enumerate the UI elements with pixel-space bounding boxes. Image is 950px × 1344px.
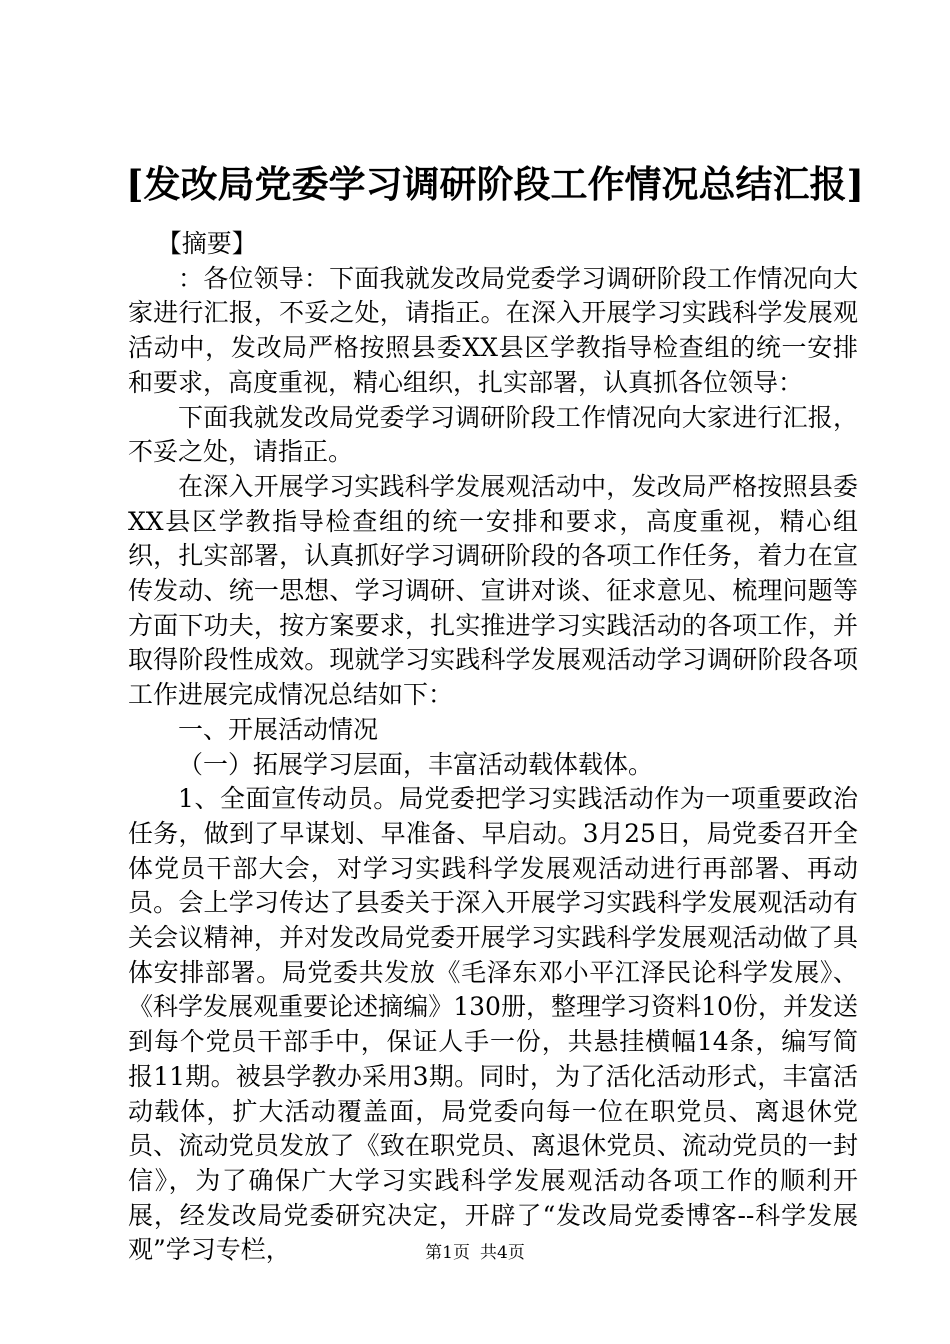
document-title: [发改局党委学习调研阶段工作情况总结汇报] xyxy=(126,162,865,206)
page-total: 共4页 xyxy=(480,1243,525,1263)
paragraph-summary: ：各位领导：下面我就发改局党委学习调研阶段工作情况向大家进行汇报，不妥之处，请指正。在深入开展学习实践科学发展观活动中，发改局严格按照县委XX县区学教指导检查组的统一安排和要求，高度重视，精心组织，扎实部署，认真抓各位领导： xyxy=(128,263,858,397)
section-heading: 一、开展活动情况 xyxy=(178,714,379,744)
paragraph-intro: 在深入开展学习实践科学发展观活动中，发改局严格按照县委XX县区学教指导检查组的统一安排和要求，高度重视，精心组织，扎实部署，认真抓好学习调研阶段的各项工作任务，着力在宣传发动、统一思想、学习调研、宣讲对谈、征求意见、梳理问题等方面下功夫，按方案要求，扎实推进学习实践活动的各项工作，并取得阶段性成效。现就学习实践科学发展观活动学习调研阶段各项工作进展完成情况总结如下： xyxy=(128,471,858,710)
document-body xyxy=(128,227,858,1268)
paragraph-item-1: 1、全面宣传动员。局党委把学习实践活动作为一项重要政治任务，做到了早谋划、早准备、早启动。3月25日，局党委召开全体党员干部大会，对学习实践科学发展观活动进行再部署、再动员。会上学习传达了县委关于深入开展学习实践科学发展观活动有关会议精神，并对发改局党委开展学习实践科学发展观活动做了具体安排部署。局党委共发放《毛泽东邓小平江泽民论科学发展》、《科学发展观重要论述摘编》130册，整理学习资料10份，并发送到每个党员干部手中，保证人手一份，共悬挂横幅14条，编写简报11期。被县学教办采用3期。同时，为了活化活动形式，丰富活动载体，扩大活动覆盖面，局党委向每一位在职党员、离退休党员、流动党员发放了《致在职党员、离退休党员、流动党员的一封信》，为了确保广大学习实践科学发展观活动各项工作的顺利开展，经发改局党委研究决定，开辟了“发改局党委博客--科学发展观”学习专栏， xyxy=(128,784,858,1265)
paragraph-greeting: 下面我就发改局党委学习调研阶段工作情况向大家进行汇报，不妥之处，请指正。 xyxy=(128,402,858,467)
subsection-heading: （一）拓展学习层面，丰富活动载体载体。 xyxy=(178,749,654,779)
page-footer xyxy=(0,1241,950,1265)
page-number: 第1页 xyxy=(425,1243,470,1263)
abstract-label: 【摘要】 xyxy=(156,229,257,258)
